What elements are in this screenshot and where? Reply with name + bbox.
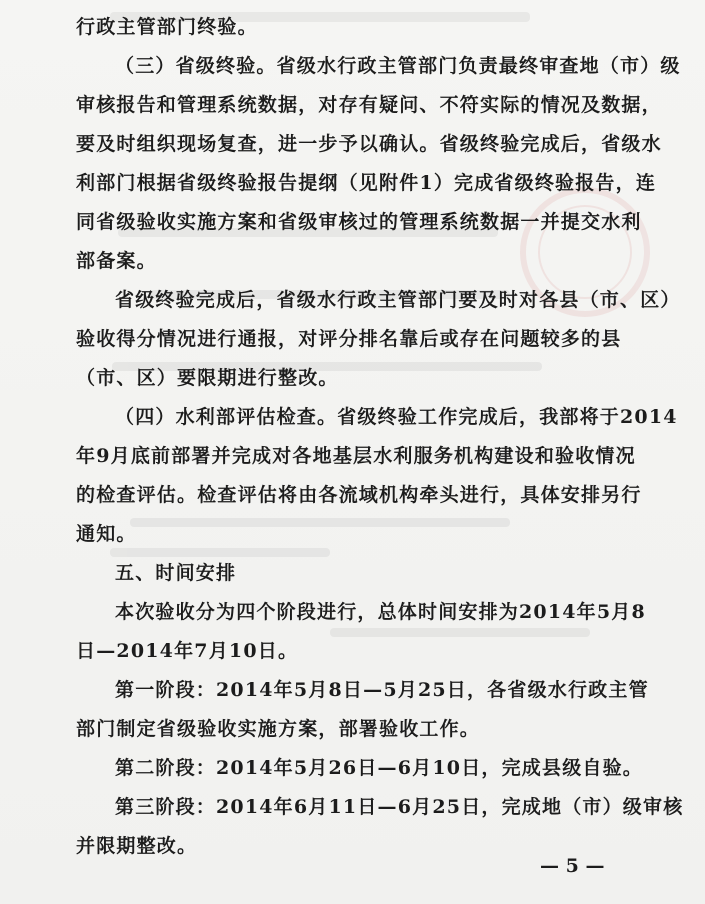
text-line-22: 并限期整改。 <box>76 835 198 857</box>
text-line-5: 利部门根据省级终验报告提纲（见附件1）完成省级终验报告，连 <box>76 172 657 194</box>
text-line-14: 通知。 <box>76 523 137 545</box>
text-line-4: 要及时组织现场复查，进一步予以确认。省级终验完成后，省级水 <box>76 133 662 155</box>
text-line-9: 验收得分情况进行通报，对评分排名靠后或存在问题较多的县 <box>76 328 622 350</box>
text-line-20: 第二阶段：2014年5月26日—6月10日，完成县级自验。 <box>115 757 644 779</box>
text-line-7: 部备案。 <box>76 250 157 272</box>
text-line-16: 本次验收分为四个阶段进行，总体时间安排为2014年5月8 <box>115 601 646 623</box>
text-line-21: 第三阶段：2014年6月11日—6月25日，完成地（市）级审核 <box>115 796 684 818</box>
page-number: — 5 — <box>540 855 605 877</box>
text-line-8: 省级终验完成后，省级水行政主管部门要及时对各县（市、区） <box>115 289 681 311</box>
text-line-2: （三）省级终验。省级水行政主管部门负责最终审查地（市）级 <box>115 55 681 77</box>
section-heading: 五、时间安排 <box>115 562 237 584</box>
text-line-10: （市、区）要限期进行整改。 <box>76 367 339 389</box>
text-line-12: 年9月底前部署并完成对各地基层水利服务机构建设和验收情况 <box>76 445 636 467</box>
text-line-6: 同省级验收实施方案和省级审核过的管理系统数据一并提交水利 <box>76 211 642 233</box>
text-line-18: 第一阶段：2014年5月8日—5月25日，各省级水行政主管 <box>115 679 649 701</box>
text-line-13: 的检查评估。检查评估将由各流域机构牵头进行，具体安排另行 <box>76 484 642 506</box>
text-line-17: 日—2014年7月10日。 <box>76 640 299 662</box>
text-line-1: 行政主管部门终验。 <box>76 16 258 38</box>
text-line-3: 审核报告和管理系统数据，对存有疑问、不符实际的情况及数据， <box>76 94 662 116</box>
text-line-11: （四）水利部评估检查。省级终验工作完成后，我部将于2014 <box>115 406 678 428</box>
text-line-19: 部门制定省级验收实施方案，部署验收工作。 <box>76 718 481 740</box>
